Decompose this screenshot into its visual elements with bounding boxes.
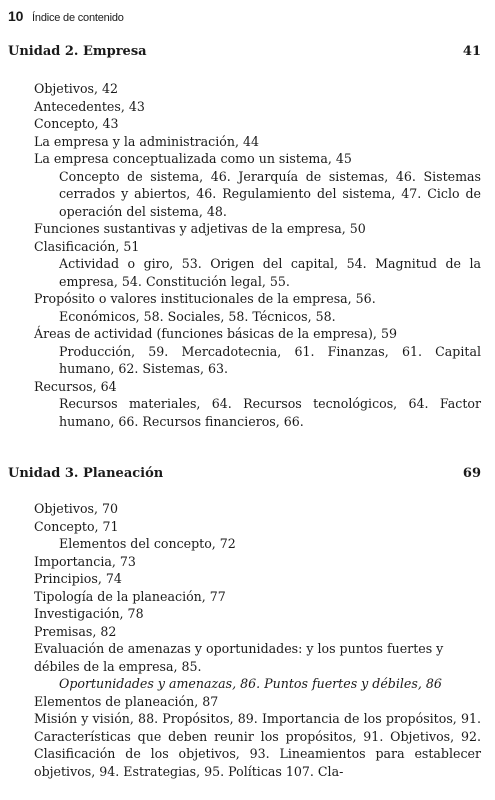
toc-entry: Elementos de planeación, 87 [34, 693, 219, 709]
toc-subentry: Producción, 59. Mercadotecnia, 61. Finanzas, 61. Capital humano, 62. Sistemas, 63. [59, 343, 481, 376]
toc-entry: Antecedentes, 43 [34, 98, 145, 114]
toc-entry: Áreas de actividad (funciones básicas de la empresa), 59 [34, 326, 397, 341]
toc-entry: La empresa y la administración, 44 [34, 133, 259, 149]
toc-entry: Investigación, 78 [34, 606, 144, 621]
toc-entry: Misión y visión, 88. Propósitos, 89. Importancia de los propósitos, 91. Características que deben reunir los propósitos, 91. Objetivos, 92. Clasificación de los objetivos, 93. Lineamientos para establecer objetivos, 94. Estrategias, 95. Políticas 107. Cla- [34, 711, 481, 779]
toc-subentry: Concepto de sistema, 46. Jerarquía de sistemas, 46. Sistemas cerrados y abiertos, 46. Regulamiento del sistema, 47. Ciclo de operación del sistema, 48. [59, 168, 481, 219]
toc-subentry: Actividad o giro, 53. Origen del capital, 54. Magnitud de la empresa, 54. Constitución legal, 55. [59, 256, 481, 289]
running-title: Índice de contenido [32, 12, 124, 24]
toc-entry: Importancia, 73 [34, 553, 136, 569]
toc-subentry: Elementos del concepto, 72 [59, 536, 236, 551]
toc-entry: La empresa conceptualizada como un sistema, 45 [34, 151, 352, 166]
unit-page: 69 [462, 466, 481, 481]
unit-page: 41 [462, 44, 481, 59]
toc-subentry: Recursos materiales, 64. Recursos tecnológicos, 64. Factor humano, 66. Recursos financieros, 66. [59, 396, 481, 429]
toc-entry: Objetivos, 70 [34, 501, 119, 516]
unit-entries [34, 80, 481, 430]
toc-entry: Premisas, 82 [34, 623, 117, 639]
toc-entry: Funciones sustantivas y adjetivas de la empresa, 50 [34, 221, 366, 236]
toc-entry: Concepto, 43 [34, 116, 119, 131]
unit-heading [8, 466, 481, 481]
toc-subentry: Económicos, 58. Sociales, 58. Técnicos, 58. [59, 308, 336, 324]
unit-entries [34, 500, 481, 780]
unit-title: Unidad 2. Empresa [8, 44, 147, 59]
running-head [8, 8, 124, 24]
toc-entry: Principios, 74 [34, 571, 122, 586]
toc-entry: Evaluación de amenazas y oportunidades: y los puntos fuertes y débiles de la empresa, 85. [34, 641, 444, 674]
toc-entry: Propósito o valores institucionales de la empresa, 56. [34, 291, 376, 306]
toc-subentry [34, 675, 481, 693]
unit-title: Unidad 3. Planeación [8, 466, 164, 481]
page-number: 10 [8, 8, 24, 24]
toc-entry: Recursos, 64 [34, 378, 117, 394]
unit-heading [8, 44, 481, 59]
toc-entry: Concepto, 71 [34, 518, 119, 534]
toc-entry: Tipología de la planeación, 77 [34, 588, 226, 604]
toc-entry: Clasificación, 51 [34, 238, 140, 254]
toc-entry: Objetivos, 42 [34, 81, 119, 96]
italic-subentry: Oportunidades y amenazas, 86. Puntos fuertes y débiles, 86 [59, 676, 442, 691]
